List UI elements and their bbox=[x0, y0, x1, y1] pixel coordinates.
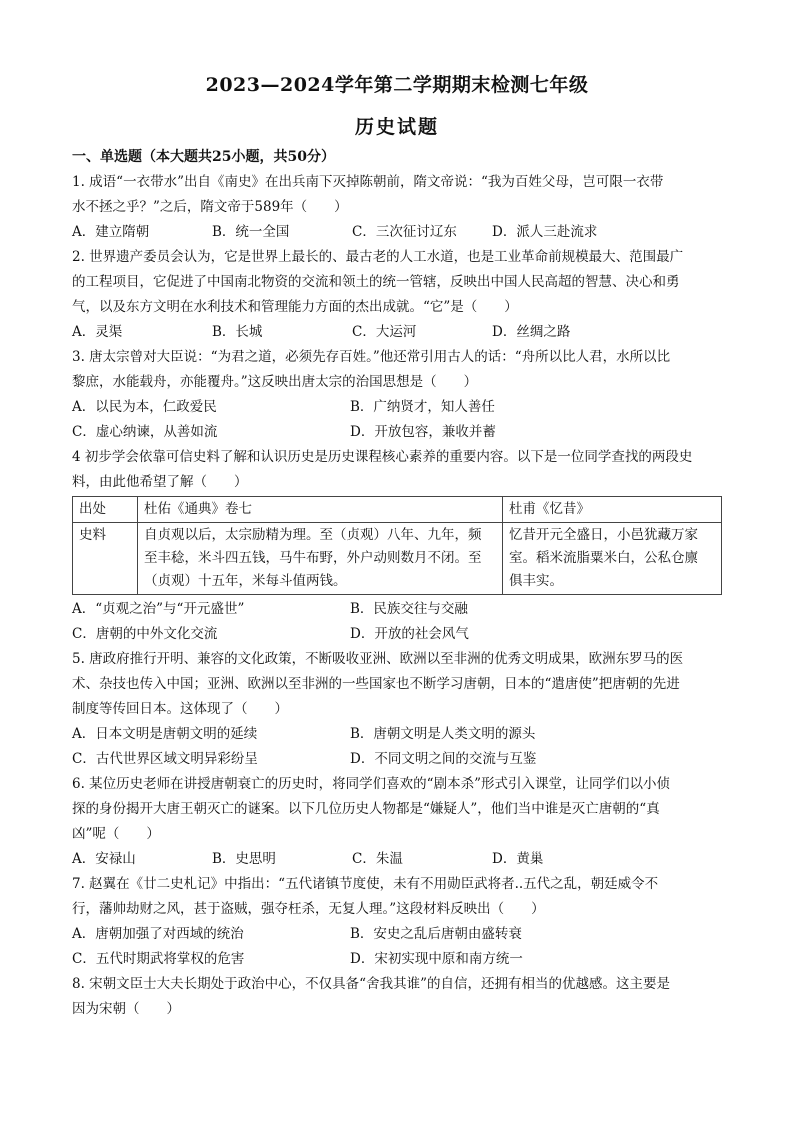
question-stem-line: 气，以及东方文明在水利技术和管理能力方面的杰出成就。“它”是（ ） bbox=[72, 299, 518, 315]
question-stem-line: 水不拯之乎？”之后，隋文帝于589年（ ） bbox=[72, 199, 348, 215]
table-cell: 史料 bbox=[73, 523, 138, 595]
question-stem-line: 6. 某位历史老师在讲授唐朝衰亡的历史时，将同学们喜欢的“剧本杀”形式引入课堂，让同学们以小侦 bbox=[72, 776, 670, 792]
option-c: C．朱温 bbox=[352, 851, 403, 867]
options-row bbox=[72, 220, 724, 245]
question-stem-line: 7. 赵翼在《廿二史札记》中指出：“五代诸镇节度使，未有不用勋臣武将者..五代之乱，朝廷威令不 bbox=[72, 876, 659, 892]
question-stem-line: 5. 唐政府推行开明、兼容的文化政策，不断吸收亚洲、欧洲以至非洲的优秀文明成果，欧洲东罗马的医 bbox=[72, 651, 684, 667]
option-a: A．灵渠 bbox=[72, 324, 123, 340]
question-2 bbox=[72, 245, 724, 345]
question-stem-line: 料，由此他希望了解（ ） bbox=[72, 474, 248, 490]
source-line: 室。稻米流脂粟米白，公私仓廪 bbox=[509, 550, 698, 566]
exam-subtitle: 历史试题 bbox=[354, 116, 439, 138]
option-d: D．开放的社会风气 bbox=[350, 626, 469, 642]
option-c: C．虚心纳谏，从善如流 bbox=[72, 424, 218, 440]
option-b: B．唐朝文明是人类文明的源头 bbox=[350, 726, 536, 742]
question-stem-line: 制度等传回日本。这体现了（ ） bbox=[72, 701, 288, 717]
table-cell: 杜佑《通典》卷七 bbox=[138, 497, 503, 523]
exam-title: 2023—2024学年第二学期期末检测七年级 bbox=[205, 74, 589, 96]
option-a: A．建立隋朝 bbox=[72, 224, 150, 240]
options-row bbox=[72, 597, 724, 647]
table-cell bbox=[138, 523, 503, 595]
question-stem-line: 4 初步学会依靠可信史料了解和认识历史是历史课程核心素养的重要内容。以下是一位同学查找的两段史 bbox=[72, 449, 693, 465]
question-stem-line: 行，藩帅劫财之风，甚于盗贼，强夺枉杀，无复人理。”这段材料反映出（ ） bbox=[72, 901, 545, 917]
questions-container bbox=[72, 170, 724, 1022]
table-row bbox=[73, 497, 722, 523]
source-line: 至丰稔，米斗四五钱，马牛布野，外户动则数月不闭。至 bbox=[144, 550, 482, 566]
options-row bbox=[72, 395, 724, 445]
question-1 bbox=[72, 170, 724, 245]
source-line: 忆昔开元全盛日，小邑犹藏万家 bbox=[509, 527, 698, 543]
option-b: B．民族交往与交融 bbox=[350, 601, 468, 617]
option-b: B．统一全国 bbox=[212, 224, 290, 240]
option-d: D．丝绸之路 bbox=[492, 324, 571, 340]
question-stem-line: 的工程项目，它促进了中国南北物资的交流和领土的统一管辖，反映出中国人民高超的智慧、决心和勇 bbox=[72, 274, 680, 290]
option-d: D．黄巢 bbox=[492, 851, 544, 867]
question-5 bbox=[72, 647, 724, 772]
option-d: D．派人三赴流求 bbox=[492, 224, 598, 240]
question-3 bbox=[72, 345, 724, 445]
option-a: A．日本文明是唐朝文明的延续 bbox=[72, 726, 258, 742]
option-b: B．安史之乱后唐朝由盛转衰 bbox=[350, 926, 522, 942]
table-cell bbox=[503, 523, 722, 595]
option-d: D．开放包容，兼收并蓄 bbox=[350, 424, 496, 440]
source-table bbox=[72, 496, 722, 595]
table-cell: 出处 bbox=[73, 497, 138, 523]
option-a: A．“贞观之治”与“开元盛世” bbox=[72, 601, 245, 617]
question-stem-line: 因为宋朝（ ） bbox=[72, 1001, 180, 1017]
option-d: D．不同文明之间的交流与互鉴 bbox=[350, 751, 537, 767]
table-row bbox=[73, 523, 722, 595]
option-c: C．大运河 bbox=[352, 324, 417, 340]
source-line: 俱丰实。 bbox=[509, 573, 563, 589]
source-line: 自贞观以后，太宗励精为理。至（贞观）八年、九年，频 bbox=[144, 527, 482, 543]
question-stem-line: 黎庶，水能载舟，亦能覆舟。”这反映出唐太宗的治国思想是（ ） bbox=[72, 374, 478, 390]
question-6 bbox=[72, 772, 724, 872]
option-b: B．史思明 bbox=[212, 851, 276, 867]
options-row bbox=[72, 922, 724, 972]
option-a: A．唐朝加强了对西域的统治 bbox=[72, 926, 244, 942]
question-4 bbox=[72, 445, 724, 647]
option-c: C．古代世界区域文明异彩纷呈 bbox=[72, 751, 258, 767]
section-heading: 一、单选题（本大题共25小题，共50分） bbox=[72, 149, 335, 165]
source-line: （贞观）十五年，米每斗值两钱。 bbox=[144, 573, 347, 589]
option-c: C．唐朝的中外文化交流 bbox=[72, 626, 218, 642]
option-c: C．五代时期武将掌权的危害 bbox=[72, 951, 245, 967]
question-stem-line: 1. 成语“一衣带水”出自《南史》在出兵南下灭掉陈朝前，隋文帝说：“我为百姓父母，岂可限一衣带 bbox=[72, 174, 664, 190]
option-a: A．以民为本，仁政爱民 bbox=[72, 399, 217, 415]
option-a: A．安禄山 bbox=[72, 851, 136, 867]
table-cell: 杜甫《忆昔》 bbox=[503, 497, 722, 523]
options-row bbox=[72, 847, 724, 872]
question-7 bbox=[72, 872, 724, 972]
question-stem-line: 8. 宋朝文臣士大夫长期处于政治中心，不仅具备“舍我其谁”的自信，还拥有相当的优越感。这主要是 bbox=[72, 976, 670, 992]
question-stem-line: 2. 世界遗产委员会认为，它是世界上最长的、最古老的人工水道，也是工业革命前规模最大、范围最广 bbox=[72, 249, 684, 265]
options-row bbox=[72, 320, 724, 345]
question-8 bbox=[72, 972, 724, 1022]
option-c: C．三次征讨辽东 bbox=[352, 224, 457, 240]
option-b: B．广纳贤才，知人善任 bbox=[350, 399, 495, 415]
options-row bbox=[72, 722, 724, 772]
question-stem-line: 3. 唐太宗曾对大臣说：“为君之道，必须先存百姓。”他还常引用古人的话：“舟所以比人君，水所以比 bbox=[72, 349, 671, 365]
question-stem-line: 凶”呢（ ） bbox=[72, 826, 160, 842]
option-d: D．宋初实现中原和南方统一 bbox=[350, 951, 523, 967]
question-stem-line: 探的身份揭开大唐王朝灭亡的谜案。以下几位历史人物都是“嫌疑人”，他们当中谁是灭亡唐朝的“真 bbox=[72, 801, 660, 817]
option-b: B．长城 bbox=[212, 324, 263, 340]
question-stem-line: 术、杂技也传入中国；亚洲、欧洲以至非洲的一些国家也不断学习唐朝，日本的“遣唐使”把唐朝的先进 bbox=[72, 676, 680, 692]
